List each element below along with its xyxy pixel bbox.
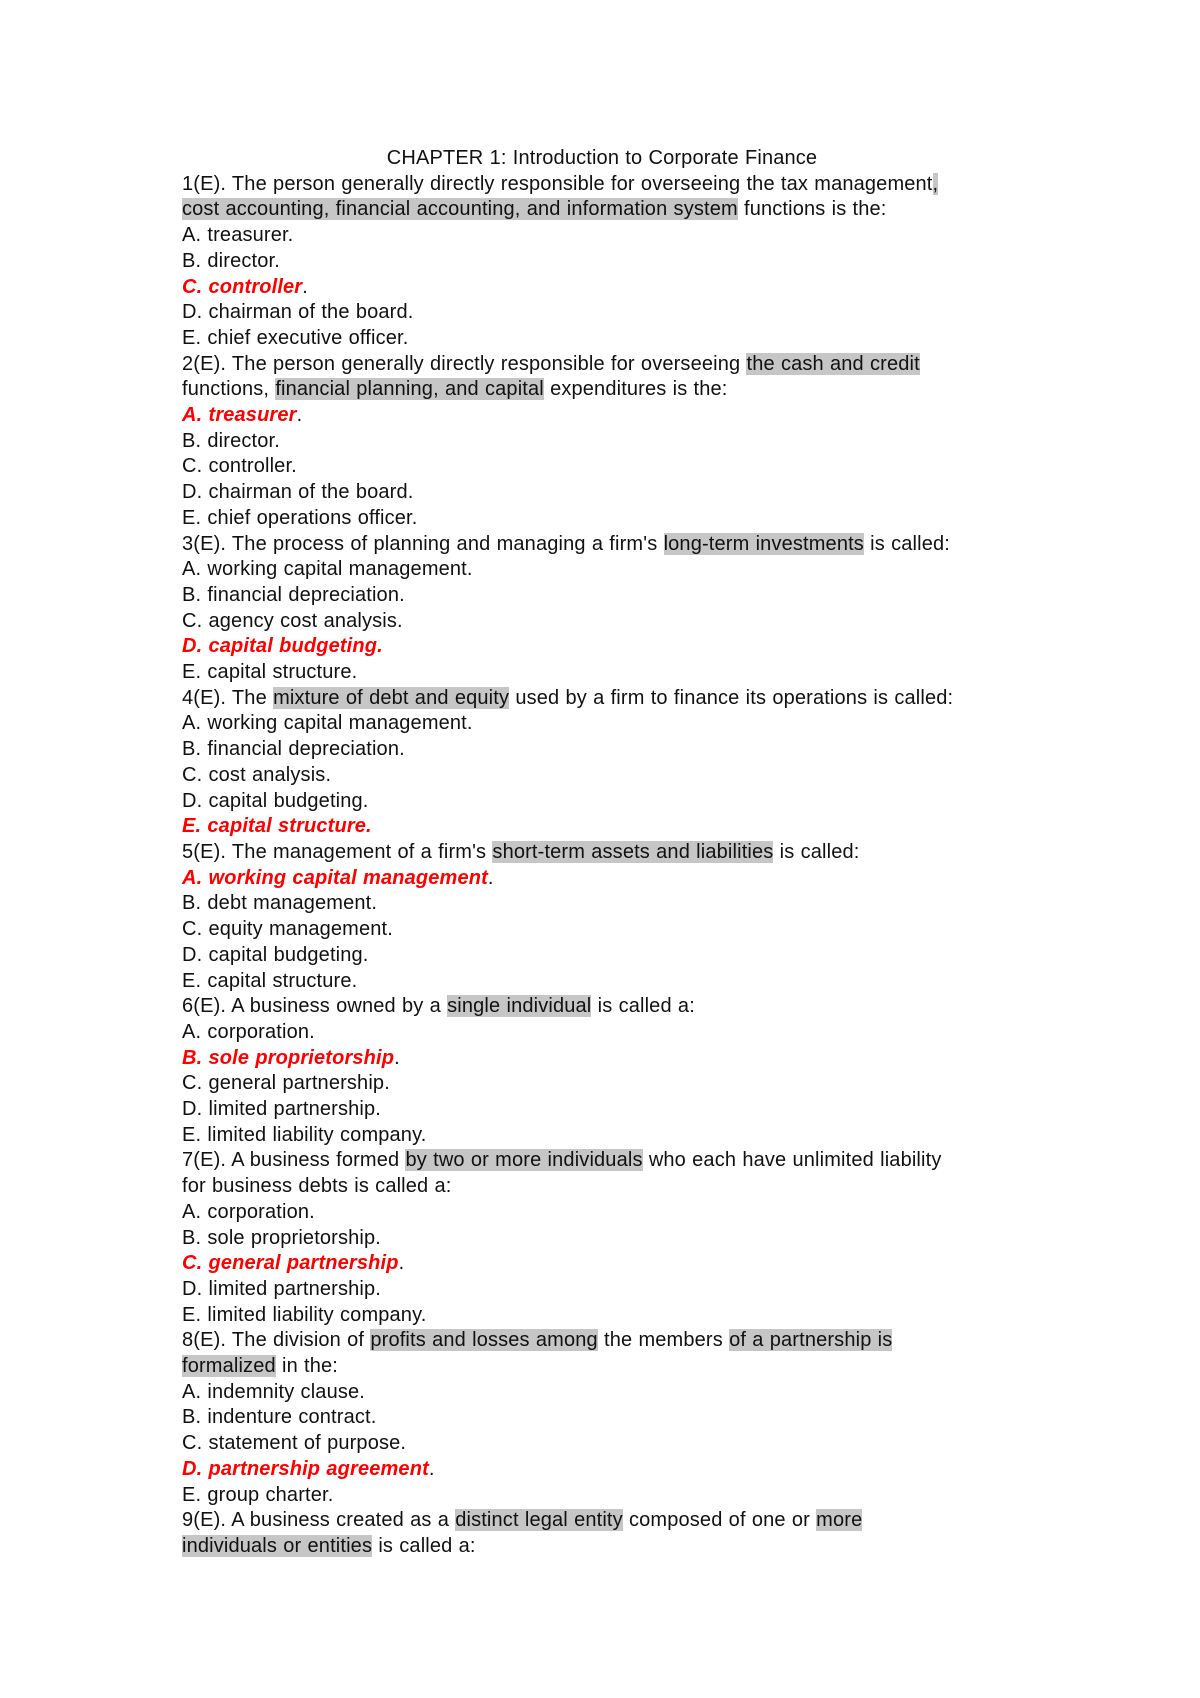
text-segment: D. chairman of the board. <box>182 481 414 504</box>
answer-option <box>182 1431 1042 1457</box>
answer-option <box>182 454 1042 480</box>
text-segment: E. group charter. <box>182 1483 334 1506</box>
text-segment: . <box>296 404 303 427</box>
question-7 <box>182 1148 1042 1328</box>
answer-option <box>182 1380 1042 1406</box>
highlighted-text: the cash and credit <box>746 352 920 375</box>
text-segment: 2(E). The person generally directly responsible for overseeing <box>182 352 747 375</box>
answer-option <box>182 480 1042 506</box>
text-segment: expenditures is the: <box>543 378 728 401</box>
chapter-title: CHAPTER 1: Introduction to Corporate Finance <box>386 147 818 169</box>
text-segment: in the: <box>275 1355 339 1378</box>
text-segment: 6(E). A business owned by a <box>182 995 448 1018</box>
correct-answer: B. sole proprietorship <box>182 1046 395 1069</box>
text-segment: 4(E). The <box>182 686 274 709</box>
answer-option <box>182 429 1042 455</box>
text-segment: D. limited partnership. <box>182 1098 381 1121</box>
answer-option <box>182 1251 1042 1277</box>
text-segment: E. chief executive officer. <box>182 326 409 349</box>
answer-option <box>182 891 1042 917</box>
text-segment: 9(E). A business created as a <box>182 1509 456 1532</box>
text-segment: . <box>302 275 308 298</box>
text-segment: C. statement of purpose. <box>182 1432 407 1455</box>
answer-option <box>182 609 1042 635</box>
text-segment: E. capital structure. <box>182 969 358 992</box>
text-segment: A. indemnity clause. <box>182 1380 365 1403</box>
text-segment: 5(E). The management of a firm's <box>182 840 493 863</box>
question-stem-line <box>182 840 1042 866</box>
answer-option <box>182 326 1042 352</box>
answer-option <box>182 789 1042 815</box>
highlighted-text: mixture of debt and equity <box>273 686 510 709</box>
highlighted-text: single individual <box>447 995 592 1018</box>
question-stem-line <box>182 1354 1042 1380</box>
text-segment: A. working capital management. <box>182 558 473 581</box>
answer-option <box>182 403 1042 429</box>
text-segment: is called a: <box>591 995 695 1018</box>
highlighted-text: individuals or entities <box>182 1534 373 1557</box>
correct-answer: A. treasurer <box>182 404 297 427</box>
question-stem-line <box>182 686 1042 712</box>
text-segment: is called: <box>863 532 950 555</box>
correct-answer: C. general partnership <box>182 1252 399 1275</box>
answer-option <box>182 660 1042 686</box>
highlighted-text: financial planning, and capital <box>275 378 544 401</box>
answer-option <box>182 1071 1042 1097</box>
answer-option <box>182 1405 1042 1431</box>
answer-option <box>182 1020 1042 1046</box>
text-segment: the members <box>597 1329 730 1352</box>
text-segment: D. capital budgeting. <box>182 943 369 966</box>
question-stem-line <box>182 1148 1042 1174</box>
highlighted-text: more <box>816 1509 863 1532</box>
answer-option <box>182 1123 1042 1149</box>
text-segment: . <box>428 1457 435 1480</box>
text-segment: . <box>394 1046 400 1069</box>
answer-option <box>182 583 1042 609</box>
text-segment: functions, <box>182 378 276 401</box>
answer-option <box>182 300 1042 326</box>
question-list <box>182 172 1042 1560</box>
answer-option <box>182 866 1042 892</box>
answer-option <box>182 737 1042 763</box>
document-body <box>182 146 1042 1560</box>
text-segment: E. limited liability company. <box>182 1123 427 1146</box>
text-segment: for business debts is called a: <box>182 1175 452 1198</box>
text-segment: D. limited partnership. <box>182 1277 381 1300</box>
answer-option <box>182 711 1042 737</box>
highlighted-text: long-term investments <box>663 532 864 555</box>
answer-option <box>182 917 1042 943</box>
question-stem-line <box>182 172 1042 198</box>
text-segment: B. sole proprietorship. <box>182 1226 381 1249</box>
answer-option <box>182 634 1042 660</box>
text-segment: . <box>398 1252 405 1275</box>
answer-option <box>182 814 1042 840</box>
answer-option <box>182 1046 1042 1072</box>
text-segment: 8(E). The division of <box>182 1329 371 1352</box>
text-segment: A. working capital management. <box>182 712 473 735</box>
text-segment: is called: <box>773 840 860 863</box>
question-8 <box>182 1328 1042 1508</box>
question-6 <box>182 994 1042 1148</box>
text-segment: . <box>487 866 494 889</box>
text-segment: is called a: <box>372 1534 476 1557</box>
answer-option <box>182 275 1042 301</box>
text-segment: who each have unlimited liability <box>642 1149 942 1172</box>
text-segment: E. chief operations officer. <box>182 506 418 529</box>
answer-option <box>182 1457 1042 1483</box>
answer-option <box>182 969 1042 995</box>
text-segment: B. director. <box>182 429 280 452</box>
answer-option <box>182 1483 1042 1509</box>
question-stem-line <box>182 532 1042 558</box>
text-segment: E. capital structure. <box>182 661 358 684</box>
question-9 <box>182 1508 1042 1559</box>
text-segment: 7(E). A business formed <box>182 1149 406 1172</box>
highlighted-text: short-term assets and liabilities <box>492 840 774 863</box>
highlighted-text: by two or more individuals <box>405 1149 643 1172</box>
text-segment: C. general partnership. <box>182 1072 390 1095</box>
answer-option <box>182 1277 1042 1303</box>
highlighted-text: formalized <box>182 1355 276 1378</box>
question-stem-line <box>182 377 1042 403</box>
text-segment: functions is the: <box>737 198 887 221</box>
text-segment: B. debt management. <box>182 892 378 915</box>
answer-option <box>182 763 1042 789</box>
highlighted-text: cost accounting, financial accounting, and information system <box>182 198 738 221</box>
question-stem-line <box>182 994 1042 1020</box>
text-segment: used by a firm to finance its operations is called: <box>509 686 954 709</box>
text-segment: composed of one or <box>622 1509 817 1532</box>
highlighted-text: , <box>932 172 939 195</box>
answer-option <box>182 1226 1042 1252</box>
question-stem-line <box>182 1508 1042 1534</box>
question-stem-line <box>182 1534 1042 1560</box>
text-segment: C. controller. <box>182 455 297 478</box>
question-stem-line <box>182 197 1042 223</box>
question-stem-line <box>182 1174 1042 1200</box>
answer-option <box>182 557 1042 583</box>
answer-option <box>182 1097 1042 1123</box>
text-segment: A. treasurer. <box>182 224 294 247</box>
highlighted-text: of a partnership is <box>729 1329 893 1352</box>
text-segment: C. agency cost analysis. <box>182 609 403 632</box>
text-segment: B. financial depreciation. <box>182 738 405 761</box>
answer-option <box>182 1303 1042 1329</box>
highlighted-text: profits and losses among <box>370 1329 598 1352</box>
text-segment: 3(E). The process of planning and managing a firm's <box>182 532 664 555</box>
question-4 <box>182 686 1042 840</box>
question-2 <box>182 352 1042 532</box>
text-segment: D. capital budgeting. <box>182 789 369 812</box>
highlighted-text: distinct legal entity <box>455 1509 623 1532</box>
answer-option <box>182 943 1042 969</box>
correct-answer: E. capital structure. <box>182 815 372 838</box>
question-3 <box>182 532 1042 686</box>
question-stem-line <box>182 352 1042 378</box>
answer-option <box>182 1200 1042 1226</box>
text-segment: B. director. <box>182 249 280 272</box>
text-segment: B. indenture contract. <box>182 1406 377 1429</box>
correct-answer: D. partnership agreement <box>182 1457 429 1480</box>
text-segment: 1(E). The person generally directly responsible for overseeing the tax management <box>182 172 933 195</box>
text-segment: A. corporation. <box>182 1200 315 1223</box>
text-segment: E. limited liability company. <box>182 1303 427 1326</box>
answer-option <box>182 249 1042 275</box>
answer-option <box>182 506 1042 532</box>
correct-answer: A. working capital management <box>182 866 488 889</box>
question-5 <box>182 840 1042 994</box>
text-segment: C. cost analysis. <box>182 763 332 786</box>
question-stem-line <box>182 1328 1042 1354</box>
text-segment: D. chairman of the board. <box>182 301 414 324</box>
correct-answer: C. controller <box>182 275 303 298</box>
text-segment: A. corporation. <box>182 1020 315 1043</box>
answer-option <box>182 223 1042 249</box>
text-segment: C. equity management. <box>182 918 393 941</box>
question-1 <box>182 172 1042 352</box>
text-segment: B. financial depreciation. <box>182 583 405 606</box>
correct-answer: D. capital budgeting. <box>182 635 383 658</box>
